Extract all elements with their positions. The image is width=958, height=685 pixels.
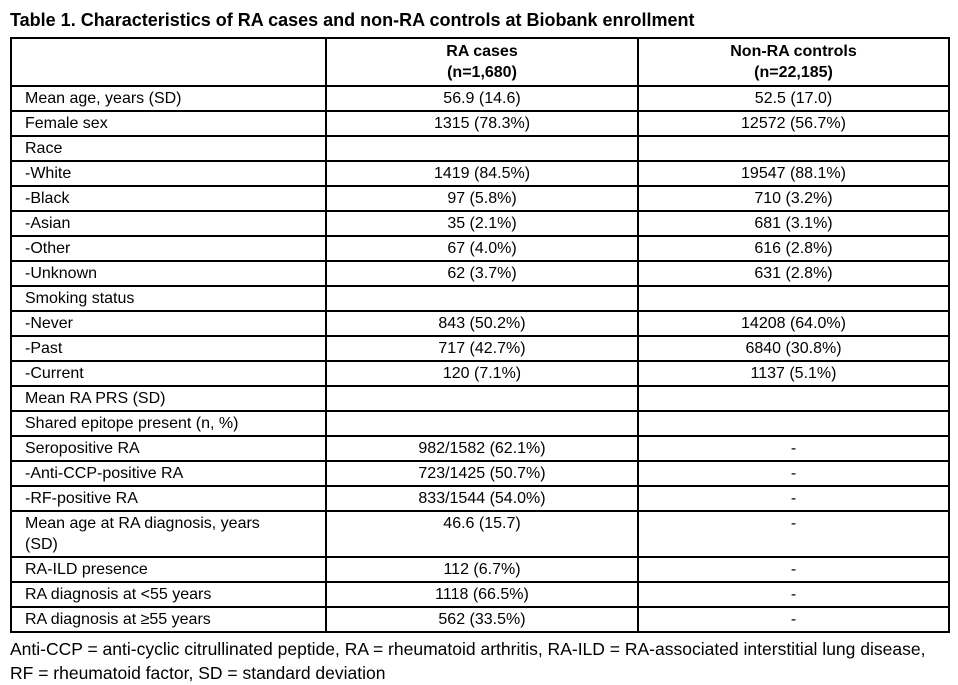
table-row xyxy=(11,136,949,161)
row-label-cell: -Current xyxy=(11,361,326,386)
row-label-cell: Shared epitope present (n, %) xyxy=(11,411,326,436)
characteristics-table xyxy=(10,37,950,633)
non-ra-controls-value-cell: - xyxy=(638,582,949,607)
table-title: Table 1. Characteristics of RA cases and non-RA controls at Biobank enrollment xyxy=(10,10,695,30)
row-label-cell: Seropositive RA xyxy=(11,436,326,461)
table-row xyxy=(11,511,949,557)
ra-cases-value-cell: 717 (42.7%) xyxy=(326,336,638,361)
ra-cases-value-cell: 982/1582 (62.1%) xyxy=(326,436,638,461)
non-ra-controls-value-cell: - xyxy=(638,511,949,557)
row-label-cell: -Other xyxy=(11,236,326,261)
table-row xyxy=(11,111,949,136)
non-ra-controls-value-cell: 1137 (5.1%) xyxy=(638,361,949,386)
table-row xyxy=(11,161,949,186)
table-row xyxy=(11,461,949,486)
non-ra-controls-value-cell: 12572 (56.7%) xyxy=(638,111,949,136)
header-non-ra-controls-name: Non-RA controls xyxy=(730,43,857,60)
row-label-cell: -Unknown xyxy=(11,261,326,286)
row-label-cell: Mean age, years (SD) xyxy=(11,86,326,111)
row-label-cell: RA-ILD presence xyxy=(11,557,326,582)
row-label-cell: -Past xyxy=(11,336,326,361)
row-label-cell: -Asian xyxy=(11,211,326,236)
row-label-cell: RA diagnosis at <55 years xyxy=(11,582,326,607)
row-label-cell: -RF-positive RA xyxy=(11,486,326,511)
non-ra-controls-value-cell: 616 (2.8%) xyxy=(638,236,949,261)
table-row xyxy=(11,186,949,211)
table-row xyxy=(11,286,949,311)
non-ra-controls-value-cell: - xyxy=(638,461,949,486)
table-row xyxy=(11,582,949,607)
non-ra-controls-value-cell: 19547 (88.1%) xyxy=(638,161,949,186)
non-ra-controls-value-cell xyxy=(638,411,949,436)
non-ra-controls-value-cell: - xyxy=(638,486,949,511)
header-ra-cases-name: RA cases xyxy=(446,43,518,60)
row-label-cell: Smoking status xyxy=(11,286,326,311)
table-row xyxy=(11,86,949,111)
abbreviations-footnote: Anti-CCP = anti-cyclic citrullinated peptide, RA = rheumatoid arthritis, RA-ILD = RA-associated interstitial lung disease, RF = rheumatoid factor, SD = standard deviation xyxy=(10,639,926,683)
non-ra-controls-value-cell: 681 (3.1%) xyxy=(638,211,949,236)
ra-cases-value-cell: 562 (33.5%) xyxy=(326,607,638,632)
row-label-cell: Mean RA PRS (SD) xyxy=(11,386,326,411)
header-non-ra-controls-cell xyxy=(638,38,949,86)
row-label-cell: -Never xyxy=(11,311,326,336)
table-body xyxy=(11,86,949,632)
ra-cases-value-cell: 56.9 (14.6) xyxy=(326,86,638,111)
header-non-ra-controls-n: (n=22,185) xyxy=(754,64,833,81)
header-empty-cell xyxy=(11,38,326,86)
ra-cases-value-cell xyxy=(326,286,638,311)
non-ra-controls-value-cell: 631 (2.8%) xyxy=(638,261,949,286)
non-ra-controls-value-cell: - xyxy=(638,607,949,632)
ra-cases-value-cell: 35 (2.1%) xyxy=(326,211,638,236)
ra-cases-value-cell: 46.6 (15.7) xyxy=(326,511,638,557)
table-row xyxy=(11,361,949,386)
table-row xyxy=(11,261,949,286)
ra-cases-value-cell: 120 (7.1%) xyxy=(326,361,638,386)
non-ra-controls-value-cell xyxy=(638,136,949,161)
non-ra-controls-value-cell: - xyxy=(638,436,949,461)
non-ra-controls-value-cell: - xyxy=(638,557,949,582)
table-row xyxy=(11,436,949,461)
table-row xyxy=(11,607,949,632)
non-ra-controls-value-cell: 6840 (30.8%) xyxy=(638,336,949,361)
row-label-cell: RA diagnosis at ≥55 years xyxy=(11,607,326,632)
ra-cases-value-cell: 97 (5.8%) xyxy=(326,186,638,211)
ra-cases-value-cell: 833/1544 (54.0%) xyxy=(326,486,638,511)
table-row xyxy=(11,486,949,511)
ra-cases-value-cell: 843 (50.2%) xyxy=(326,311,638,336)
ra-cases-value-cell: 67 (4.0%) xyxy=(326,236,638,261)
ra-cases-value-cell xyxy=(326,411,638,436)
table-row xyxy=(11,557,949,582)
ra-cases-value-cell xyxy=(326,386,638,411)
non-ra-controls-value-cell xyxy=(638,286,949,311)
header-ra-cases-n: (n=1,680) xyxy=(447,64,517,81)
row-label-cell: Female sex xyxy=(11,111,326,136)
table-row xyxy=(11,411,949,436)
non-ra-controls-value-cell xyxy=(638,386,949,411)
non-ra-controls-value-cell: 52.5 (17.0) xyxy=(638,86,949,111)
header-row xyxy=(11,38,949,86)
table-row xyxy=(11,386,949,411)
table-row xyxy=(11,211,949,236)
ra-cases-value-cell: 112 (6.7%) xyxy=(326,557,638,582)
ra-cases-value-cell: 62 (3.7%) xyxy=(326,261,638,286)
ra-cases-value-cell: 1315 (78.3%) xyxy=(326,111,638,136)
row-label-cell: Race xyxy=(11,136,326,161)
table-header xyxy=(11,38,949,86)
non-ra-controls-value-cell: 710 (3.2%) xyxy=(638,186,949,211)
row-label-cell: -Anti-CCP-positive RA xyxy=(11,461,326,486)
ra-cases-value-cell: 1419 (84.5%) xyxy=(326,161,638,186)
row-label-cell: -Black xyxy=(11,186,326,211)
ra-cases-value-cell xyxy=(326,136,638,161)
row-label-cell: -White xyxy=(11,161,326,186)
ra-cases-value-cell: 723/1425 (50.7%) xyxy=(326,461,638,486)
table-row xyxy=(11,336,949,361)
row-label-cell: Mean age at RA diagnosis, years (SD) xyxy=(11,511,326,557)
header-ra-cases-cell xyxy=(326,38,638,86)
ra-cases-value-cell: 1118 (66.5%) xyxy=(326,582,638,607)
table-row xyxy=(11,236,949,261)
table-row xyxy=(11,311,949,336)
non-ra-controls-value-cell: 14208 (64.0%) xyxy=(638,311,949,336)
